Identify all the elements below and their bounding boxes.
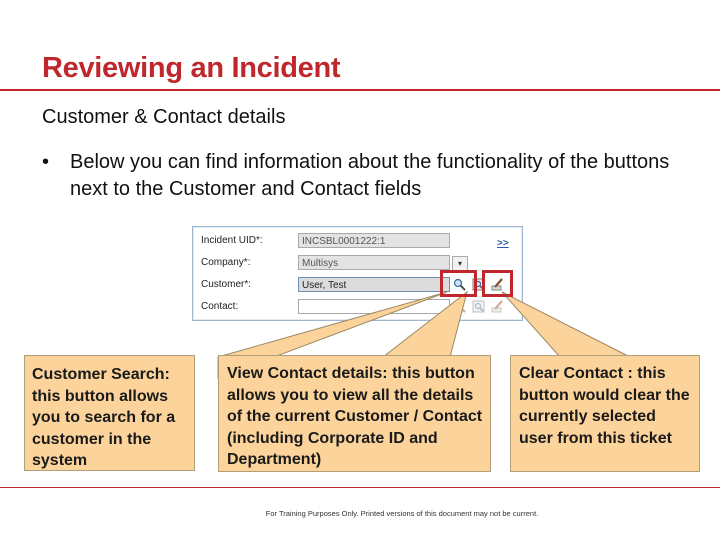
- expand-link[interactable]: >>: [497, 238, 509, 249]
- chevron-down-icon[interactable]: ▾: [452, 256, 468, 271]
- highlight-clear: [482, 270, 513, 297]
- highlight-search-view: [440, 270, 477, 297]
- callout-customer-search: [24, 355, 195, 471]
- footer-disclaimer: For Training Purposes Only. Printed versions of this document may not be current.: [265, 509, 539, 518]
- callout-view-text: View Contact details: this button allows you to view all the details of the current Customer / Contact (including Corporate ID and Department): [227, 365, 483, 469]
- footer-divider: [0, 487, 720, 488]
- callout-clear-text: Clear Contact : this button would clear the currently selected user from this ticket: [519, 365, 690, 447]
- bullet-text: Below you can find information about the functionality of the buttons next to the Customer and Contact fields: [70, 151, 670, 200]
- company-label: Company*:: [201, 257, 251, 268]
- incident-uid-label: Incident UID*:: [201, 235, 263, 246]
- callout-view-contact: [218, 355, 491, 472]
- page-title: Reviewing an Incident: [42, 52, 341, 84]
- bullet-symbol: •: [42, 151, 50, 173]
- pointer-clear: [502, 292, 630, 357]
- company-field[interactable]: Multisys: [298, 255, 450, 270]
- incident-uid-field[interactable]: INCSBL0001222:1: [298, 233, 450, 248]
- pointer-view: [383, 292, 467, 357]
- callout-clear-contact: [510, 355, 700, 472]
- contact-label: Contact:: [201, 301, 239, 312]
- callout-search-text: Customer Search: this button allows you to search for a customer in the system: [32, 366, 176, 470]
- customer-label: Customer*:: [201, 279, 252, 290]
- customer-field[interactable]: User, Test: [298, 277, 450, 292]
- section-subtitle: Customer & Contact details: [42, 106, 286, 128]
